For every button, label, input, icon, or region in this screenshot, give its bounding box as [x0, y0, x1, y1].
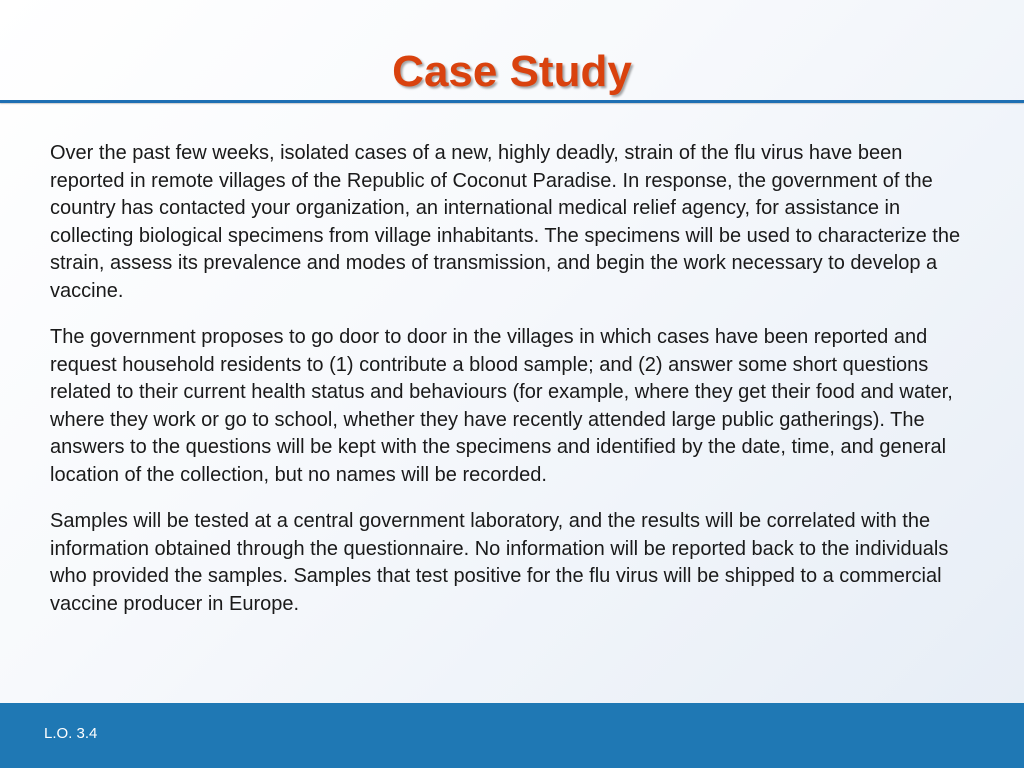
footer-bar [0, 703, 1024, 768]
slide-title: Case Study [392, 47, 632, 96]
slide-body [50, 140, 980, 637]
paragraph-proposal: The government proposes to go door to door in the villages in which cases have been reported and request household residents to (1) contribute a blood sample; and (2) answer some short questions related to their current health status and behaviours (for example, where they get their food and water, where they work or go to school, whether they have recently attended large public gatherings). The answers to the questions will be kept with the specimens and identified by the date, time, and general location of the collection, but no names will be recorded. [50, 326, 953, 486]
paragraph-samples: Samples will be tested at a central government laboratory, and the results will be correlated with the information obtained through the questionnaire. No information will be reported back to the individuals who provided the samples. Samples that test positive for the flu virus will be shipped to a commercial vaccine producer in Europe. [50, 510, 949, 615]
learning-objective-label: L.O. 3.4 [44, 725, 98, 742]
paragraph-intro: Over the past few weeks, isolated cases of a new, highly deadly, strain of the flu virus have been reported in remote villages of the Republic of Coconut Paradise. In response, the government of the country has contacted your organization, an international medical relief agency, for assistance in collecting biological specimens from village inhabitants. The specimens will be used to characterize the strain, assess its prevalence and modes of transmission, and begin the work necessary to develop a vaccine. [50, 142, 961, 302]
title-divider [0, 100, 1024, 103]
